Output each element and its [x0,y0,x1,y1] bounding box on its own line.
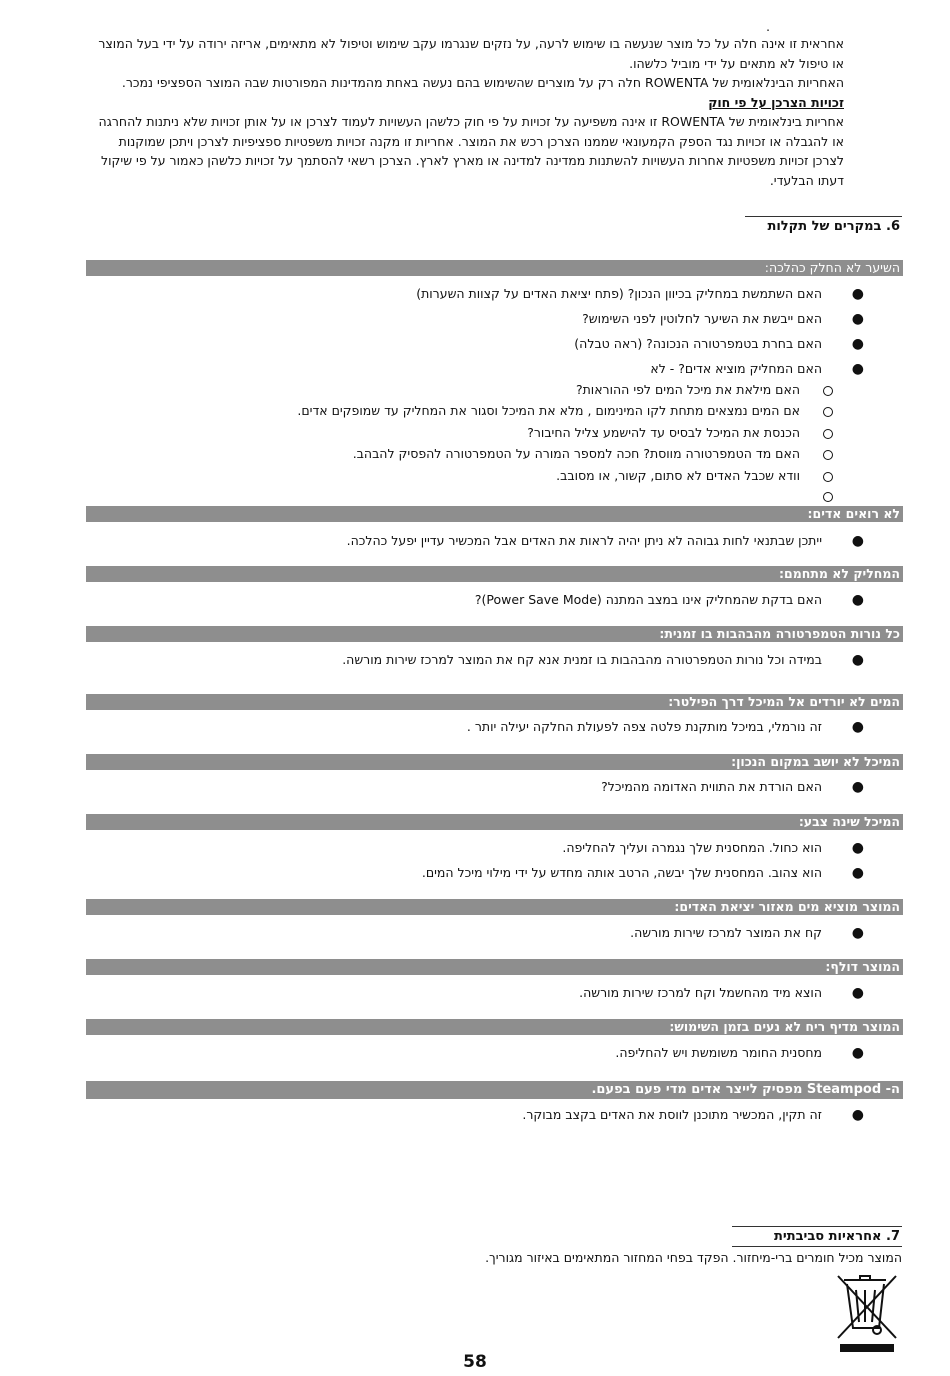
bullet: ● [851,779,864,795]
bullet: ● [851,652,864,668]
sub-checklist-item: האם מילאת את מיכל המים לפי ההוראות? [575,382,800,397]
problem-header: המיכל שינה צבע: [86,814,903,830]
warranty-paragraph: אחראית זו אינה חלה על כל מוצר שנעשה בו שימוש לרעה, על נזקים שנגרמו עקב שימוש וטיפול לא מתאימים, אריזה ירודה על ידי בעל המוצר או טיפול לא מתאים על ידי מוביל כלשהו. [98,36,844,71]
section-7-heading: 7. אחראיות סביבתית [732,1226,902,1247]
stray-dot: . [766,20,770,34]
problem-header: המוצר מדיף ריח לא נעים בזמן השימוש: [86,1019,903,1035]
bullet: ● [851,592,864,608]
checklist-item: הוא כחול. המחסנית שלך נגמרה ועליך להחליפה. [562,840,822,855]
problem-header: השיער לא החלק כהלכה: [86,260,903,276]
circle-bullet [823,407,833,417]
checklist-item: זה נורמלי, במיכל מותקנת פלטה צפה לפעולת החלקה יעילה יותר . [466,719,822,734]
consumer-rights-heading: זכויות הצרכן על פי חוק [708,94,844,110]
checklist-item: מחסנית החומר משומשת ויש להחליפה. [615,1045,822,1060]
checklist-item: הוצא מיד מהחשמל וקח למרכז שירות מורשה. [579,985,822,1000]
checklist-item: במידה וכל נורות הטמפרטורה מהבהבות בו זמנית אנא קח את המוצר למרכז שירות מורשה. [342,652,822,667]
sub-checklist-item: הכנסת את המיכל לבסיס עד להישמע צליל החיבור? [527,425,800,440]
weee-crossed-bin-icon [834,1272,900,1354]
circle-bullet [823,492,833,502]
circle-bullet [823,472,833,482]
sub-checklist-item: אם המים נמצאים מתחת לקו המינימום , מלא את המיכל וסגור את המחליק עד שמופקים אדים. [297,403,800,418]
bullet: ● [851,925,864,941]
bullet: ● [851,336,864,352]
circle-bullet [823,450,833,460]
checklist-item: קח את המוצר למרכז שירות מורשה. [630,925,822,940]
checklist-item: הוא צהוב. המחסנית שלך יבשה, הרטב אותה מחדש על ידי מילוי מיכל המים. [421,865,822,880]
problem-header: המוצר דולף: [86,959,903,975]
checklist-item: האם בחרת בטמפרטורה הנכונה? (ראה טבלה) [574,336,822,351]
checklist-item: האם בדקת שהמחליק אינו במצב המתנה (Power Save Mode)? [474,592,822,607]
checklist-item: האם הורדת את התווית האדומה מהמיכל? [601,779,822,794]
circle-bullet [823,429,833,439]
page-number: 58 [463,1352,487,1372]
circle-bullet [823,386,833,396]
problem-header: כל נורות הטמפרטורה מהבהבות בו זמנית: [86,626,903,642]
bullet: ● [851,1045,864,1061]
bullet: ● [851,533,864,549]
checklist-item: האם השתמשת במחליק בכיוון הנכון? (פתח יציאת האדים על קצוות השערות) [416,286,822,301]
checklist-item: האם ייבשת את השיער לחלוטין לפני השימוש? [582,311,822,326]
bullet: ● [851,840,864,856]
problem-header: המים לא יורדים אל המיכל דרך הפילטר: [86,694,903,710]
bullet: ● [851,1107,864,1123]
environment-text: המוצר מכיל חומרים ברי-מיחזור. הפקד בפחי המחזור המתאימים באיזור מגוריך. [485,1250,902,1265]
checklist-item: האם המחליק מוציא אדים? - לא [650,361,822,376]
warranty-paragraph: האחריות הבינלאומית של ROWENTA חלה רק על מוצרים שהשימוש בהם נעשה באחת מהמדינות המפורטות שבה המוצר הספציפי נמכר. [121,75,844,90]
sub-checklist-item: האם מד הטמפרטורה מווסת? חכה למספר המורה על הטמפרטורה להפסיק להבהב. [352,446,800,461]
section-6-heading: 6. במקרים של תקלות [745,216,902,234]
bullet: ● [851,286,864,302]
problem-header: המחליק לא מתחמם: [86,566,903,582]
problem-header: לא רואים אדים: [86,506,903,522]
warranty-intro [84,20,844,190]
sub-checklist-item: וודא שכבל האדים לא סתום, קשור, או מסובב. [556,468,800,483]
problem-header: המוצר מוציא מים מאזור יציאת האדים: [86,899,903,915]
bullet: ● [851,719,864,735]
bullet: ● [851,311,864,327]
bullet: ● [851,865,864,881]
checklist-item: זה תקין, המכשיר מתוכנן לווסת את האדים בקצב מבוקר. [522,1107,822,1122]
consumer-rights-paragraph: אחריות בינלאומית של ROWENTA זו אינה משפיעה על זכויות על פי חוק כלשהן העשויות לעמוד לצרכן או על אותן זכויות שלא ניתנות להחרגה או להגבלה או זכויות נגד הספק הקמעונאי שממנו הצרכן רכש את המוצר. אחריות זו מקנה זכויות משפטיות ספציפיות לצרכן ויתכן שמוקנות לצרכן זכויות משפטיות אחרות העשויות להשתנות ממדינה למדינה או מארץ לארץ. הצרכן רשאי להסתמך על זכויות כלשהן כאמור על פי שיקול דעתו הבלעדי. [98,114,844,188]
problem-header: ה- Steampod מפסיק לייצר אדים מדי פעם בפעם. [86,1081,903,1099]
problem-header: המיכל לא יושב במקום הנכון: [86,754,903,770]
bullet: ● [851,985,864,1001]
checklist-item: ייתכן שבתנאי לחות גבוהה לא ניתן יהיה לראות את האדים אבל המכשיר עדיין יפעל כהלכה. [346,533,822,548]
bullet: ● [851,361,864,377]
